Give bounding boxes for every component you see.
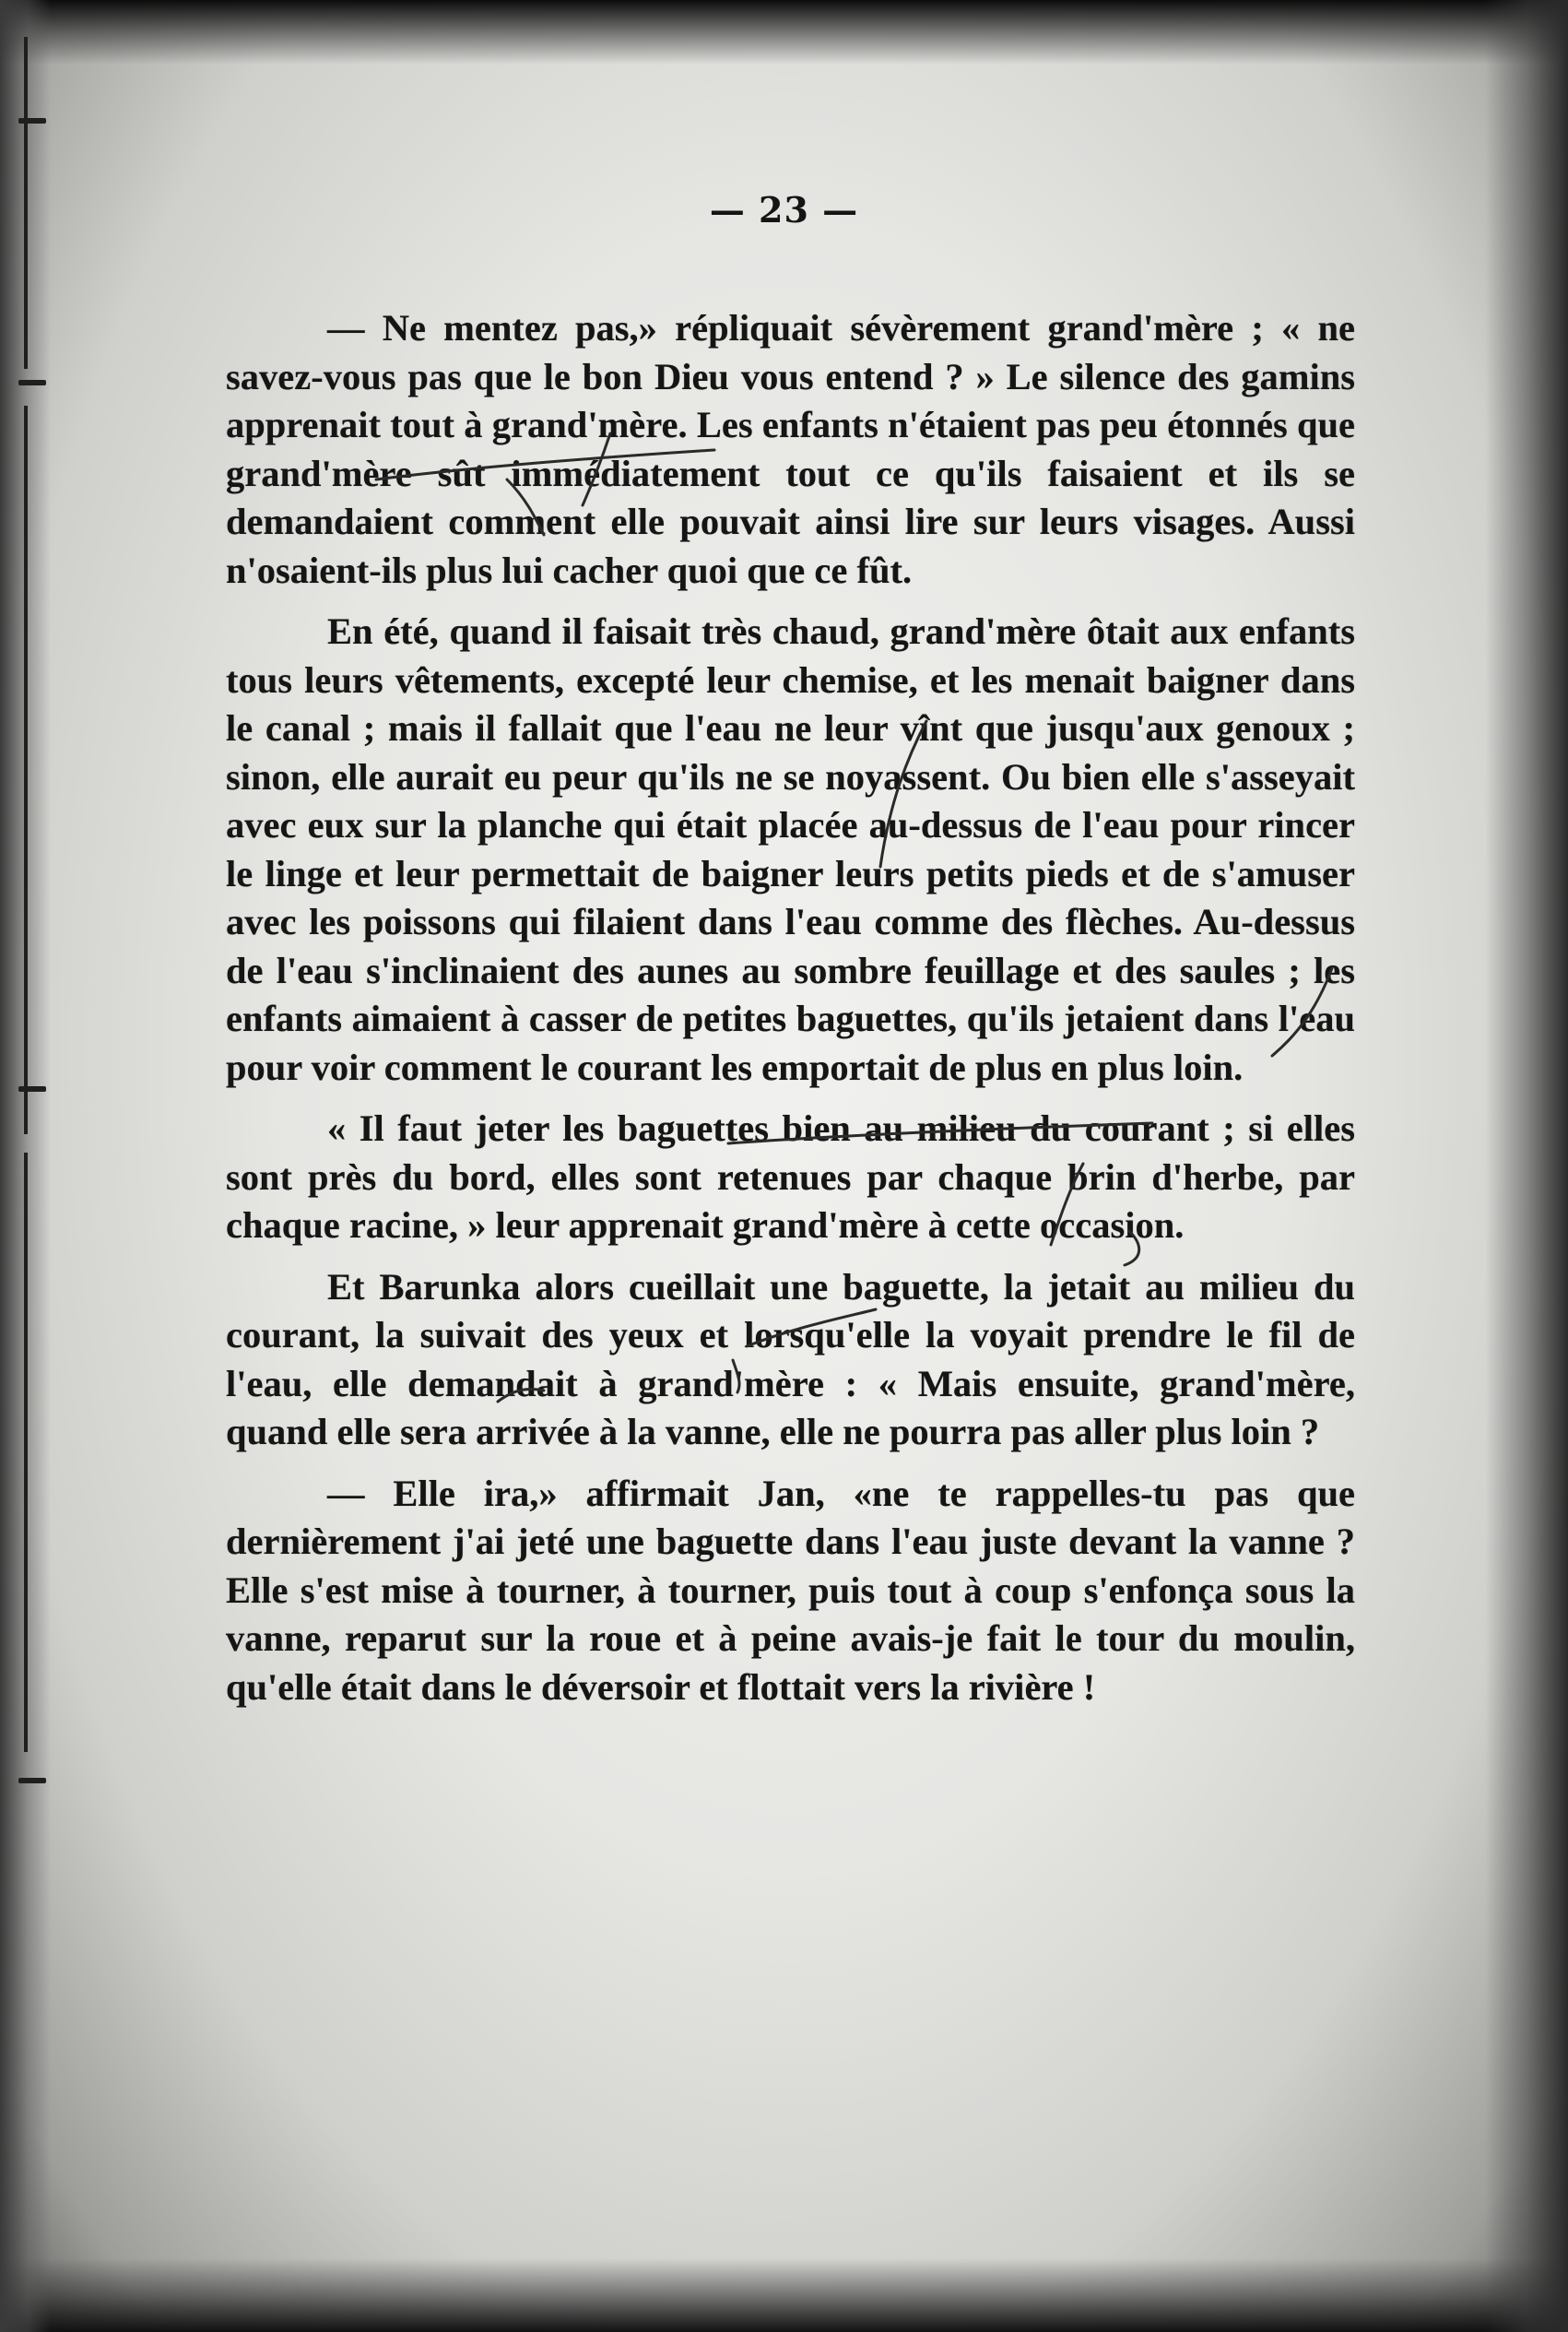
paragraph: — Ne mentez pas,» répliquait sévèrement grand'mère ; « ne savez-vous pas que le bon Dieu vous entend ? » Le silence des gamins apprenait tout à grand'mère. Les enfants n'étaient pas peu étonnés que grand'mère sût immédiatement tout ce qu'ils faisaient et ils se demandaient comment elle pouvait ainsi lire sur leurs visages. Aussi n'osaient-ils plus lui cacher quoi que ce fût. xyxy=(226,307,1355,591)
binding-mark xyxy=(18,380,46,385)
binding-mark xyxy=(18,1086,46,1092)
paragraph: Et Barunka alors cueillait une baguette, la jetait au milieu du courant, la suivait des yeux et lorsqu'elle la voyait prendre le fil de l'eau, elle demandait à grand'mère : « Mais ensuite, grand'mère, quand elle sera arrivée à la vanne, elle ne pourra pas aller plus loin ? xyxy=(226,1265,1355,1452)
binding-thread xyxy=(24,1153,28,1752)
page-number: — 23 — xyxy=(709,189,859,231)
scan-shadow-right xyxy=(1485,0,1568,2332)
paragraph: — Elle ira,» affirmait Jan, «ne te rappelles-tu pas que dernièrement j'ai jeté une baguette dans l'eau juste devant la vanne ? Elle s'est mise à tourner, à tourner, puis tout à coup s'enfonça sous la vanne, reparut sur la roue et à peine avais-je fait le tour du moulin, qu'elle était dans le déversoir et flottait vers la rivière ! xyxy=(226,1472,1355,1708)
binding-thread xyxy=(24,406,28,1134)
scan-shadow-top xyxy=(0,0,1568,65)
body-text xyxy=(226,304,1355,1711)
scan-shadow-bottom xyxy=(0,2258,1568,2332)
binding-mark xyxy=(18,1778,46,1783)
paragraph: En été, quand il faisait très chaud, grand'mère ôtait aux enfants tous leurs vêtements, excepté leur chemise, et les menait baigner dans le canal ; mais il fallait que l'eau ne leur vînt que jusqu'aux genoux ; sinon, elle aurait eu peur qu'ils ne se noyassent. Ou bien elle s'asseyait avec eux sur la planche qui était placée au-dessus de l'eau pour rincer le linge et leur permettait de baigner leurs petits pieds et de s'amuser avec les poissons qui filaient dans l'eau comme des flèches. Au-dessus de l'eau s'inclinaient des aunes au sombre feuillage et des saules ; les enfants aimaient à casser de petites baguettes, qu'ils jetaient dans l'eau pour voir comment le courant les emportait de plus en plus loin. xyxy=(226,610,1355,1088)
paragraph: « Il faut jeter les baguettes bien au milieu du courant ; si elles sont près du bord, elles sont retenues par chaque brin d'herbe, par chaque racine, » leur apprenait grand'mère à cette occasion. xyxy=(226,1107,1355,1246)
binding-mark xyxy=(18,118,46,124)
